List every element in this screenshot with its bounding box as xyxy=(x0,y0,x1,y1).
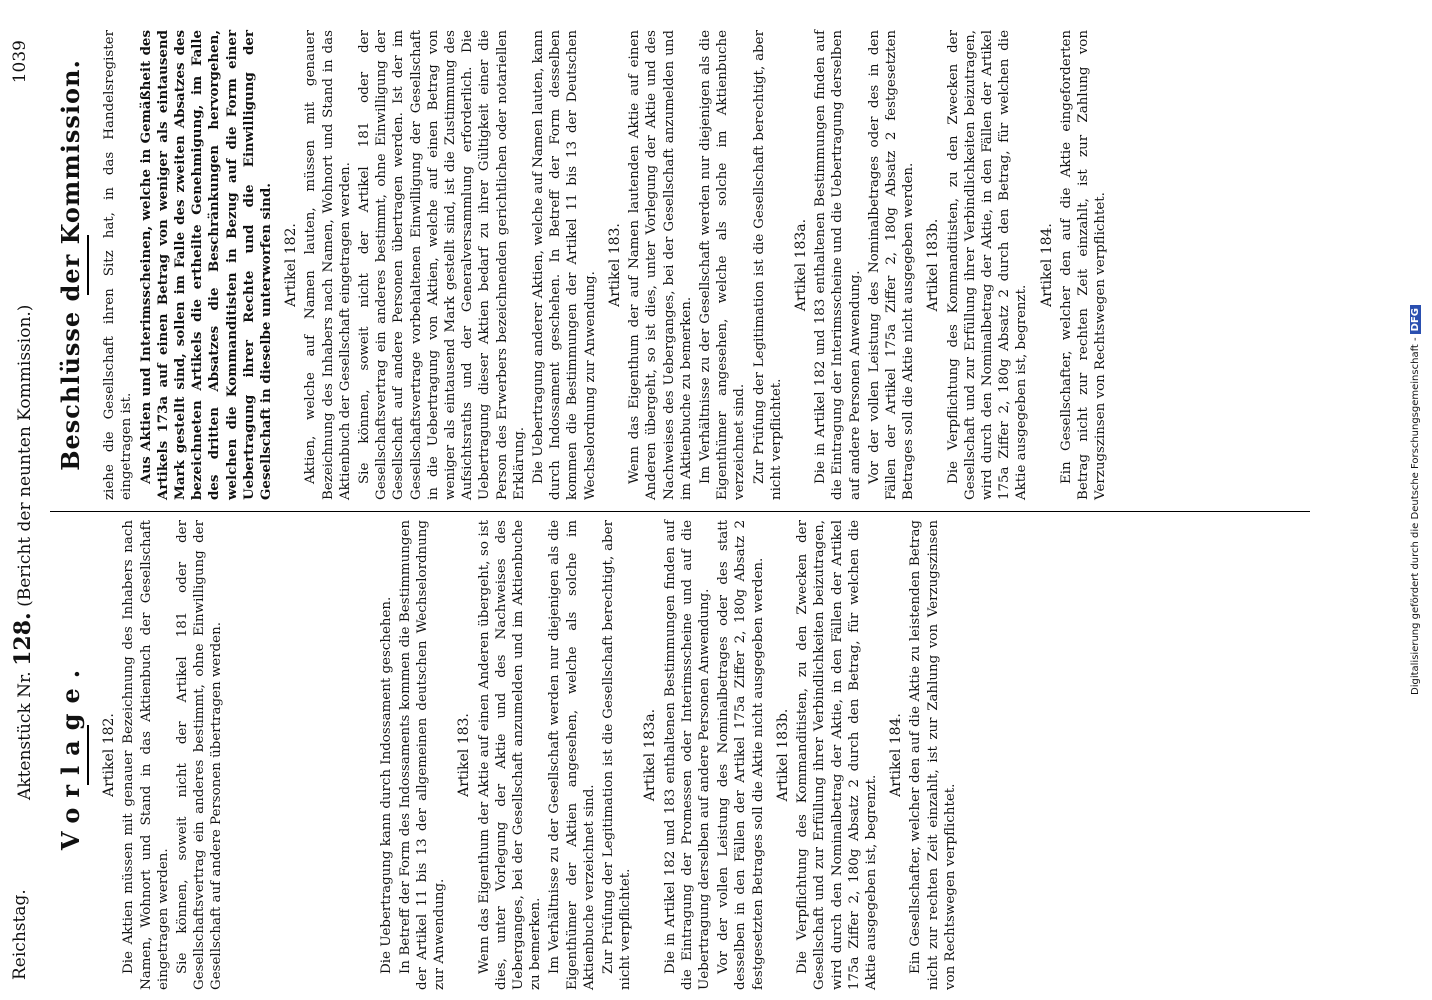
spacer xyxy=(228,520,378,990)
left-heading: Vorlage. xyxy=(56,659,85,851)
article-title: Artikel 182. xyxy=(101,713,118,797)
right-heading: Beschlüsse der Kommission. xyxy=(56,59,85,471)
article-title: Artikel 183b. xyxy=(774,708,791,802)
right-column xyxy=(50,30,1111,500)
digitization-text: Digitalisierung gefördert durch die Deutsche Forschungsgemeinschaft - xyxy=(1410,337,1421,695)
paragraph: Die Verpflichtung des Kommanditisten, zu den Zwecken der Gesellschaft und zur Erfüllung ihrer Verbindlichkeiten beizutragen, wird durch den Nominalbetrag der Aktie, in den Fällen der Artikel 175a Ziffer 2, 180g Absatz 2 durch den Betrag, für welchen die Aktie ausgegeben ist, begrenzt. xyxy=(945,30,1030,500)
article-title: Artikel 182. xyxy=(283,223,300,307)
article-title: Artikel 184. xyxy=(888,713,905,797)
paragraph: Im Verhältnisse zu der Gesellschaft werden nur diejenigen als die Eigenthümer der Aktien angesehen, welche als solche im Aktienbuche verzeichnet sind. xyxy=(547,520,597,990)
paragraph: Im Verhältnisse zu der Gesellschaft werden nur diejenigen als die Eigenthümer angesehen, welche als solche im Aktienbuche verzeichnet sind. xyxy=(697,30,748,500)
paragraph: ziehe die Gesellschaft ihren Sitz hat, in das Handelsregister eingetragen ist. xyxy=(102,30,135,500)
page-header xyxy=(10,40,40,980)
article-title: Artikel 183. xyxy=(456,713,473,797)
header-center xyxy=(10,305,36,800)
heading-rule xyxy=(87,725,89,785)
digitization-note xyxy=(1410,0,1421,1000)
paragraph: Ein Gesellschafter, welcher den auf die Aktie eingeforderten Betrag nicht zur rechten Zeit einzahlt, ist zur Zahlung von Verzugszinsen von Rechtswegen verpflichtet. xyxy=(1058,30,1109,500)
left-column xyxy=(50,520,961,990)
header-center-prefix: Aktenstück Nr. xyxy=(15,665,35,800)
article-title: Artikel 183a. xyxy=(792,218,809,312)
column-divider xyxy=(50,511,1310,512)
paragraph: In Betreff der Form des Indossaments kommen die Bestimmungen der Artikel 11 bis 13 der allgemeinen deutschen Wechselordnung zur Anwendung. xyxy=(397,520,448,990)
page-number: 1039 xyxy=(10,40,30,84)
heading-rule xyxy=(87,235,89,295)
header-left: Reichstag. xyxy=(10,889,30,980)
header-center-suffix: (Bericht der neunten Kommission.) xyxy=(15,304,35,607)
paragraph: Die Verpflichtung des Kommanditisten, zu den Zwecken der Gesellschaft und zur Erfüllung ihrer Verbindlichkeiten beizutragen, wird durch den Nominalbetrag der Aktie, in den Fällen der Artikel 175a Ziffer 2, 180g Absatz 2 durch den Betrag, für welchen die Aktie ausgegeben ist, begrenzt. xyxy=(795,520,879,990)
dfg-logo: DFG xyxy=(1410,305,1421,334)
paragraph: Zur Prüfung der Legitimation ist die Gesellschaft berechtigt, aber nicht verpflichtet. xyxy=(751,30,784,500)
paragraph: Die Uebertragung anderer Aktien, welche auf Namen lauten, kann durch Indossament geschehen. In Betreff der Form desselben kommen die Bestimmungen der Artikel 11 bis 13 der Deutschen Wechselordnung zur Anwendung. xyxy=(531,30,598,500)
paragraph: Sie können, soweit nicht der Artikel 181 oder der Gesellschaftsvertrag ein anderes bestimmt, ohne Einwilligung der Gesellschaft auf andere Personen übertragen werden. Ist der im Gesellschaftsvertrage vorbehaltenen Einwilligung der Gesellschaft in die Uebertragung von Aktien, welche auf einen Betrag von weniger als eintausend Mark gestellt sind, ist die Zustimmung des Aufsichtsraths und der Generalversammlung erforderlich. Die Uebertragung dieser Aktien bedarf zu ihrer Gültigkeit einer die Person des Erwerbers bezeichnenden gerichtlichen oder notariellen Erklärung. xyxy=(357,30,527,500)
article-title: Artikel 183a. xyxy=(642,708,659,802)
paragraph: Die in Artikel 182 und 183 enthaltenen Bestimmungen finden auf die Eintragung der Interimsscheine und die Uebertragung derselben auf andere Personen Anwendung. xyxy=(813,30,863,500)
header-number: 128. xyxy=(10,612,36,666)
paragraph: Sie können, soweit nicht der Artikel 181 oder der Gesellschaftsvertrag ein anderes bestimmt, ohne Einwilligung der Gesellschaft auf andere Personen übertragen werden. xyxy=(175,520,225,990)
paragraph: Wenn das Eigenthum der auf Namen lautenden Aktie auf einen Anderen übergeht, so ist dies, unter Vorlegung der Aktie und des Nachweises des Ueberganges, bei der Gesellschaft anzumelden und im Aktienbuche zu bemerken. xyxy=(627,30,694,500)
paragraph: Die Aktien müssen mit genauer Bezeichnung des Inhabers nach Namen, Wohnort und Stand in das Aktienbuch der Gesellschaft eingetragen werden. xyxy=(121,520,171,990)
article-title: Artikel 183. xyxy=(606,223,623,307)
paragraph: Die Uebertragung kann durch Indossament geschehen. xyxy=(378,596,394,974)
paragraph: Aus Aktien und Interimsscheinen, welche in Gemäßheit des Artikels 173a auf einen Betrag von weniger als eintausend Mark gestellt sind, sollen im Falle des zweiten Absatzes des bezeichneten Artikels die ertheilte Genehmigung, im Falle des dritten Absatzes die Beschränkungen hervorgehen, welchen die Kommanditisten in Bezug auf die Form einer Uebertragung ihrer Rechte und die Einwilligung der Gesellschaft in dieselbe unterworfen sind. xyxy=(137,30,275,500)
article-title: Artikel 183b. xyxy=(925,218,942,312)
paragraph: Aktien, welche auf Namen lauten, müssen mit genauer Bezeichnung des Inhabers nach Namen, Wohnort und Stand in das Aktienbuch der Gesellschaft eingetragen werden. xyxy=(303,30,353,500)
paragraph: Die in Artikel 182 und 183 enthaltenen Bestimmungen finden auf die Eintragung der Promessen oder Interimsscheine und auf die Uebertragung derselben auf andere Personen Anwendung. xyxy=(662,520,713,990)
paragraph: Zur Prüfung der Legitimation ist die Gesellschaft berechtigt, aber nicht verpflichtet. xyxy=(601,520,634,990)
paragraph: Ein Gesellschafter, welcher den auf die Aktie zu leistenden Betrag nicht zur rechten Zeit einzahlt, ist zur Zahlung von Verzugszinsen von Rechtswegen verpflichtet. xyxy=(908,520,958,990)
article-title: Artikel 184. xyxy=(1038,223,1055,307)
paragraph: Vor der vollen Leistung des Nominalbetrages oder des in den Fällen der Artikel 175a Ziffer 2, 180g Absatz 2 festgesetzten Betrages soll die Aktie nicht ausgegeben werden. xyxy=(866,30,917,500)
paragraph: Vor der vollen Leistung des Nominalbetrages oder des statt desselben in den Fällen der Artikel 175a Ziffer 2, 180g Absatz 2 festgesetzten Betrages soll die Aktie nicht ausgegeben werden. xyxy=(716,520,766,990)
paragraph: Wenn das Eigenthum der Aktie auf einen Anderen übergeht, so ist dies, unter Vorlegung der Aktie und des Nachweises des Ueberganges, bei der Gesellschaft anzumelden und im Aktienbuche zu bemerken. xyxy=(476,520,544,990)
